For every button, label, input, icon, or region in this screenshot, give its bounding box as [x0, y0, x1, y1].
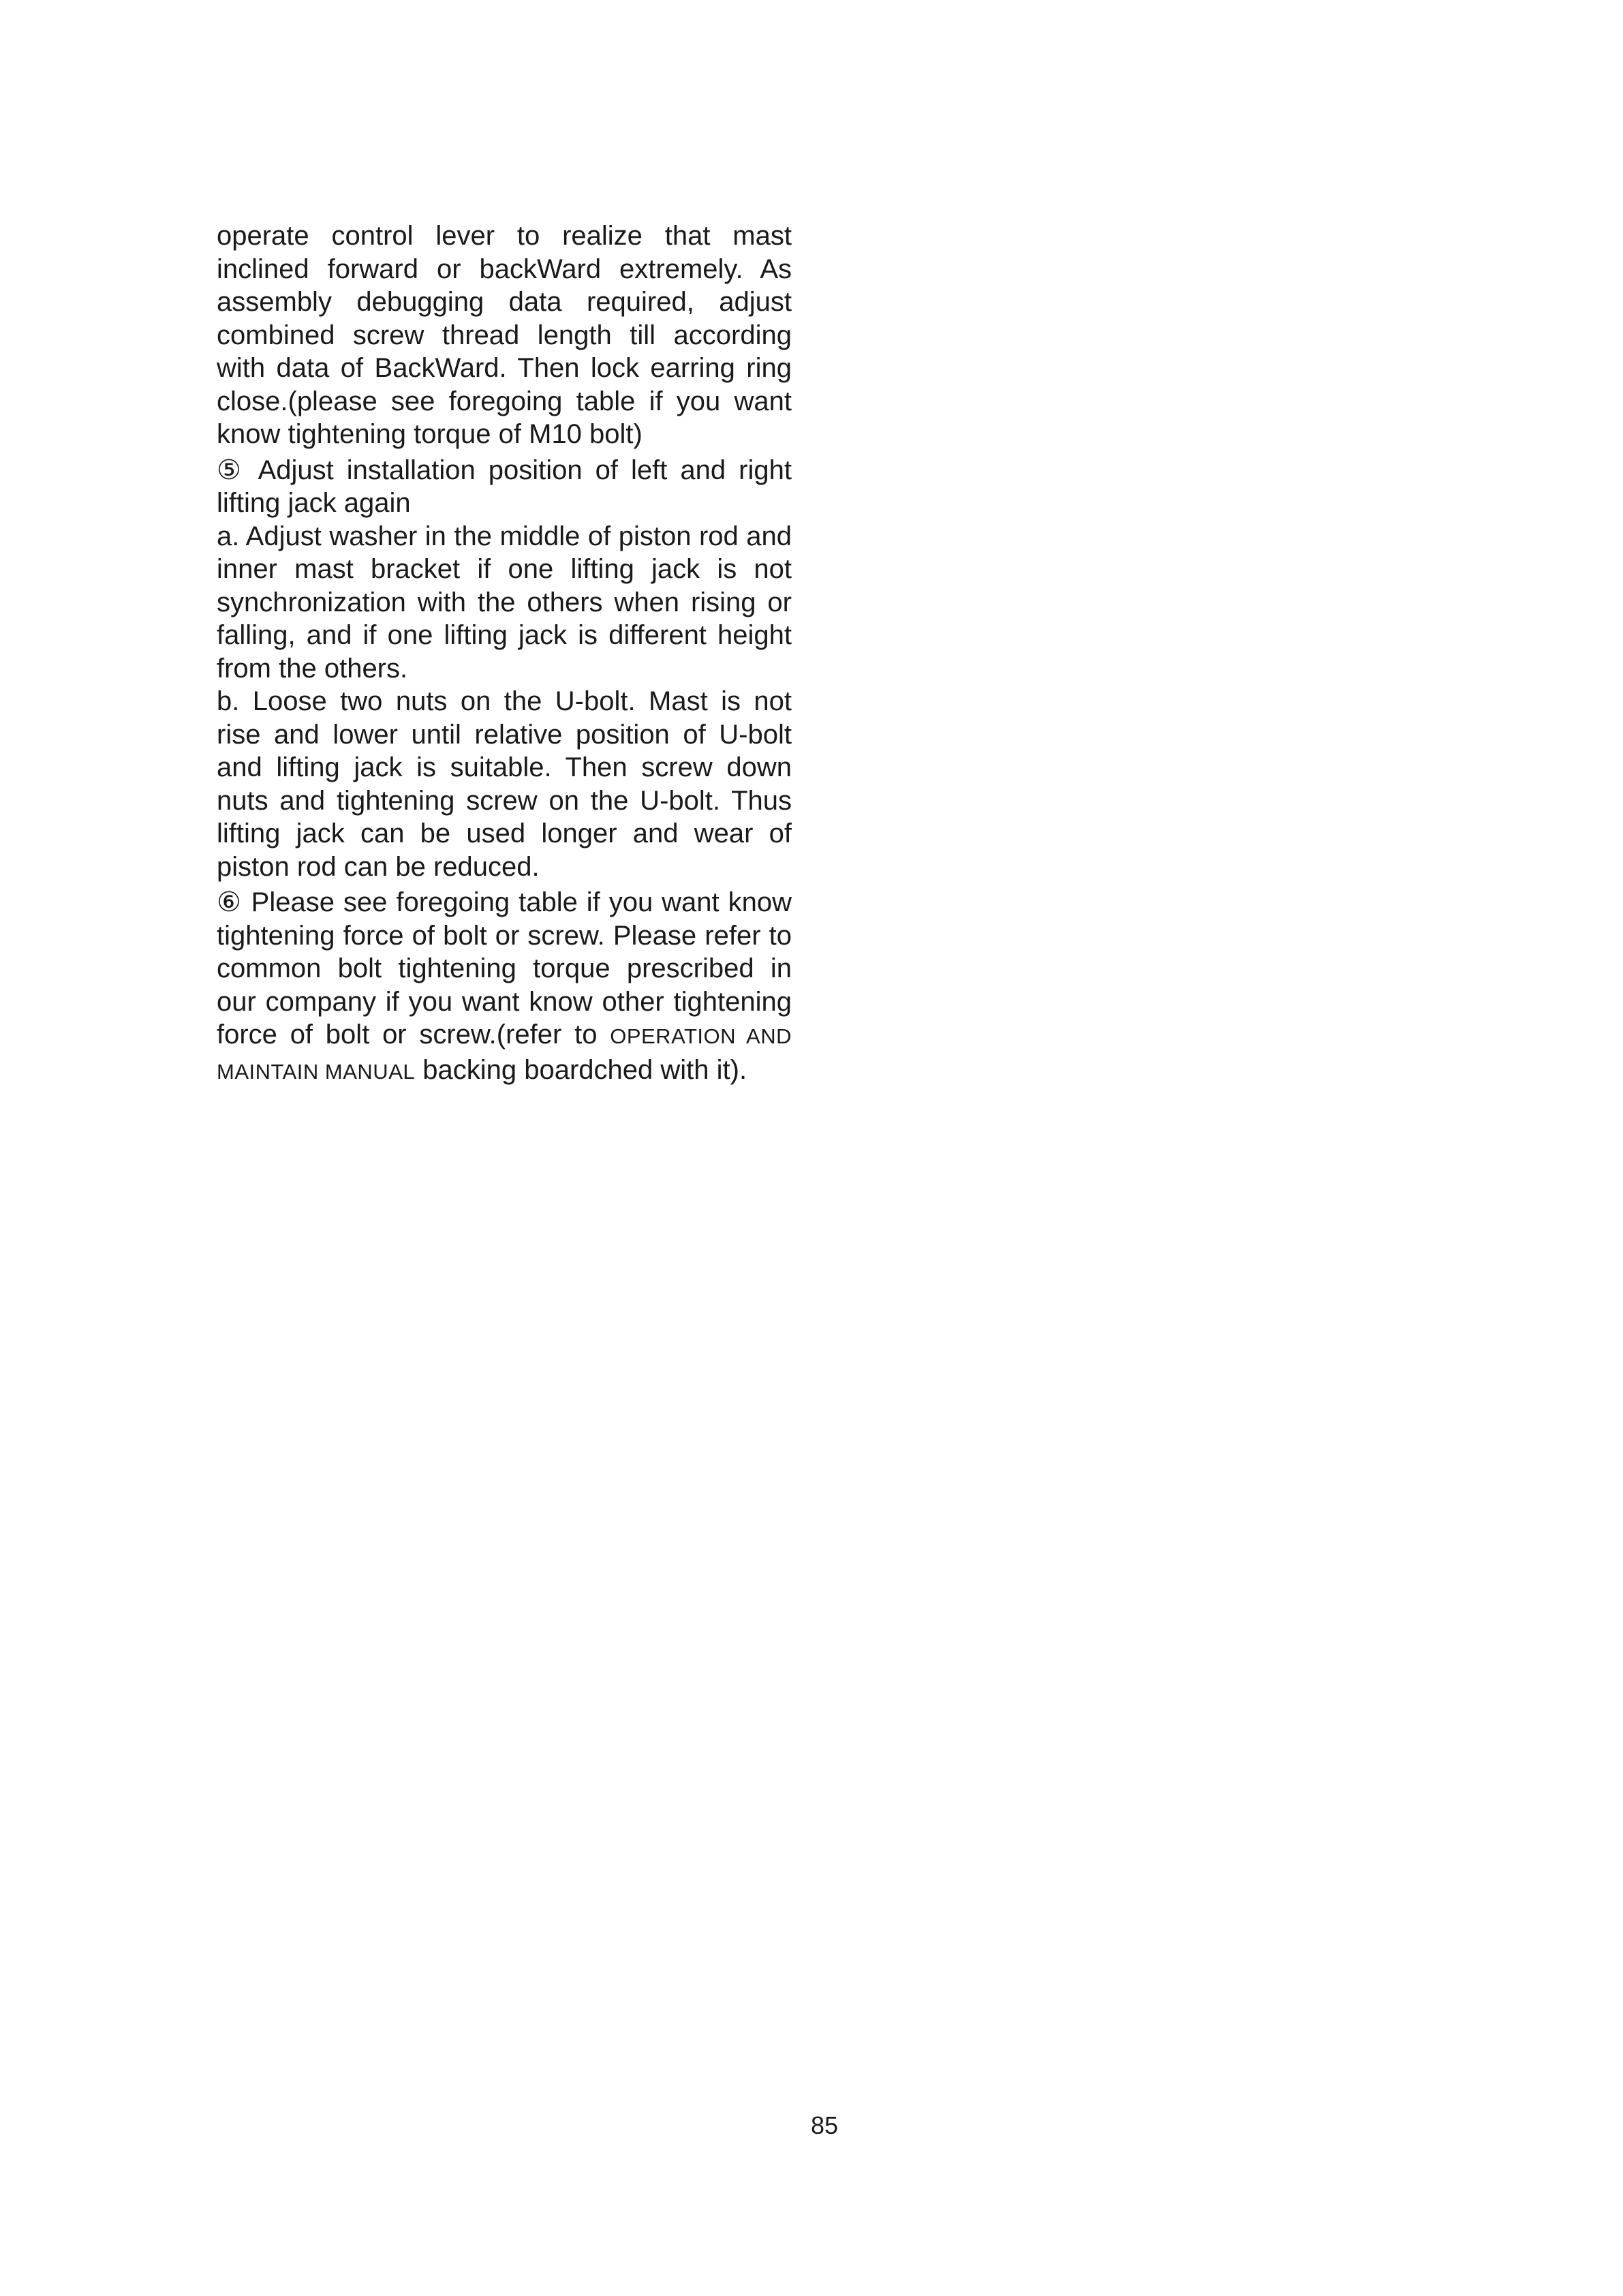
- text-column: [217, 219, 792, 1088]
- paragraph-step-5-heading: ⑤ Adjust installation position of left and right lifting jack again: [217, 455, 792, 518]
- page-number: 85: [810, 2111, 839, 2139]
- paragraph-step-6-text: ⑥ Please see foregoing table if you want know tightening force of bolt or screw. Please refer to common bolt tightening torque prescribed in our company if you want know other tightening force of bolt or screw.(refer to: [217, 887, 792, 1050]
- manual-name: OPERATION AND MAINTAIN MANUAL: [217, 1024, 792, 1084]
- paragraph-step-6-end: backing boardched with it).: [415, 1054, 747, 1085]
- paragraph-mast-inclination: operate control lever to realize that mast inclined forward or backWard extremely. As assembly debugging data required, adjust combined screw thread length till according with data of BackWard. Then lock earring ring close.(please see foregoing table if you want know tightening torque of M10 bolt): [217, 221, 792, 449]
- paragraph-step-5a: a. Adjust washer in the middle of piston rod and inner mast bracket if one lifting jack is not synchronization with the others when rising or falling, and if one lifting jack is different height from the others.: [217, 521, 792, 684]
- paragraph-step-5b: b. Loose two nuts on the U-bolt. Mast is not rise and lower until relative position of U-bolt and lifting jack is suitable. Then screw down nuts and tightening screw on the U-bolt. Thus lifting jack can be used longer and wear of piston rod can be reduced.: [217, 686, 792, 882]
- paragraph-step-6: [217, 886, 792, 1088]
